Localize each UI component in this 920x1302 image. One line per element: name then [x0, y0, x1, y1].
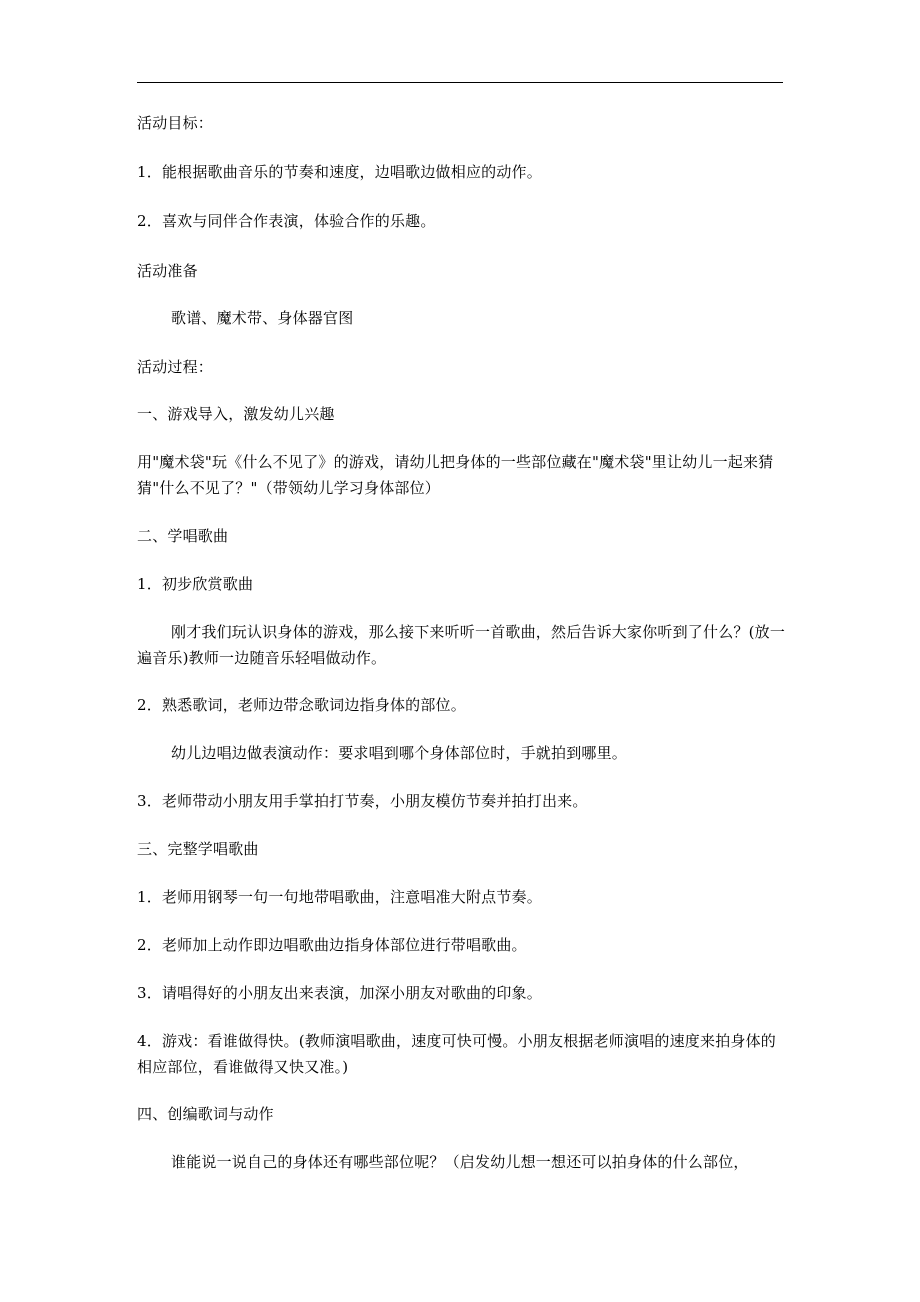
- preparation-heading: 活动准备: [137, 262, 198, 280]
- section-2-item-1-paragraph: 刚才我们玩认识身体的游戏，那么接下来听听一首歌曲，然后告诉大家你听到了什么？(放一遍音乐)教师一边随音乐轻唱做动作。: [137, 623, 786, 667]
- preparation-materials: 歌谱、魔术带、身体器官图: [171, 309, 354, 327]
- section-3-item-3: 3．请唱得好的小朋友出来表演，加深小朋友对歌曲的印象。: [137, 984, 542, 1002]
- section-3-item-1: 1．老师用钢琴一句一句地带唱歌曲，注意唱准大附点节奏。: [137, 888, 542, 906]
- section-3-item-2: 2．老师加上动作即边唱歌曲边指身体部位进行带唱歌曲。: [137, 936, 527, 954]
- goal-item-2: 2．喜欢与同伴合作表演，体验合作的乐趣。: [137, 212, 436, 230]
- section-3-heading: 三、完整学唱歌曲: [137, 840, 259, 858]
- section-2-item-2-paragraph: 幼儿边唱边做表演动作：要求唱到哪个身体部位时，手就拍到哪里。: [171, 744, 628, 762]
- section-1-paragraph: 用"魔术袋"玩《什么不见了》的游戏，请幼儿把身体的一些部位藏在"魔术袋"里让幼儿一起来猜猜"什么不见了？"（带领幼儿学习身体部位）: [137, 453, 774, 497]
- section-3-item-4: 4．游戏：看谁做得快。(教师演唱歌曲，速度可快可慢。小朋友根据老师演唱的速度来拍身体的相应部位，看谁做得又快又准。): [137, 1032, 776, 1076]
- goals-heading: 活动目标：: [137, 114, 214, 132]
- section-1-heading: 一、游戏导入，激发幼儿兴趣: [137, 405, 335, 423]
- section-2-item-2: 2．熟悉歌词，老师边带念歌词边指身体的部位。: [137, 696, 466, 714]
- section-4-paragraph: 谁能说一说自己的身体还有哪些部位呢？（启发幼儿想一想还可以拍身体的什么部位，: [171, 1153, 749, 1171]
- goal-item-1: 1．能根据歌曲音乐的节奏和速度，边唱歌边做相应的动作。: [137, 163, 542, 181]
- process-heading: 活动过程：: [137, 358, 214, 376]
- section-2-item-3: 3．老师带动小朋友用手掌拍打节奏，小朋友模仿节奏并拍打出来。: [137, 792, 588, 810]
- section-4-heading: 四、创编歌词与动作: [137, 1105, 274, 1123]
- section-2-item-1: 1．初步欣赏歌曲: [137, 575, 254, 593]
- section-2-heading: 二、学唱歌曲: [137, 527, 229, 545]
- header-rule: [137, 82, 783, 83]
